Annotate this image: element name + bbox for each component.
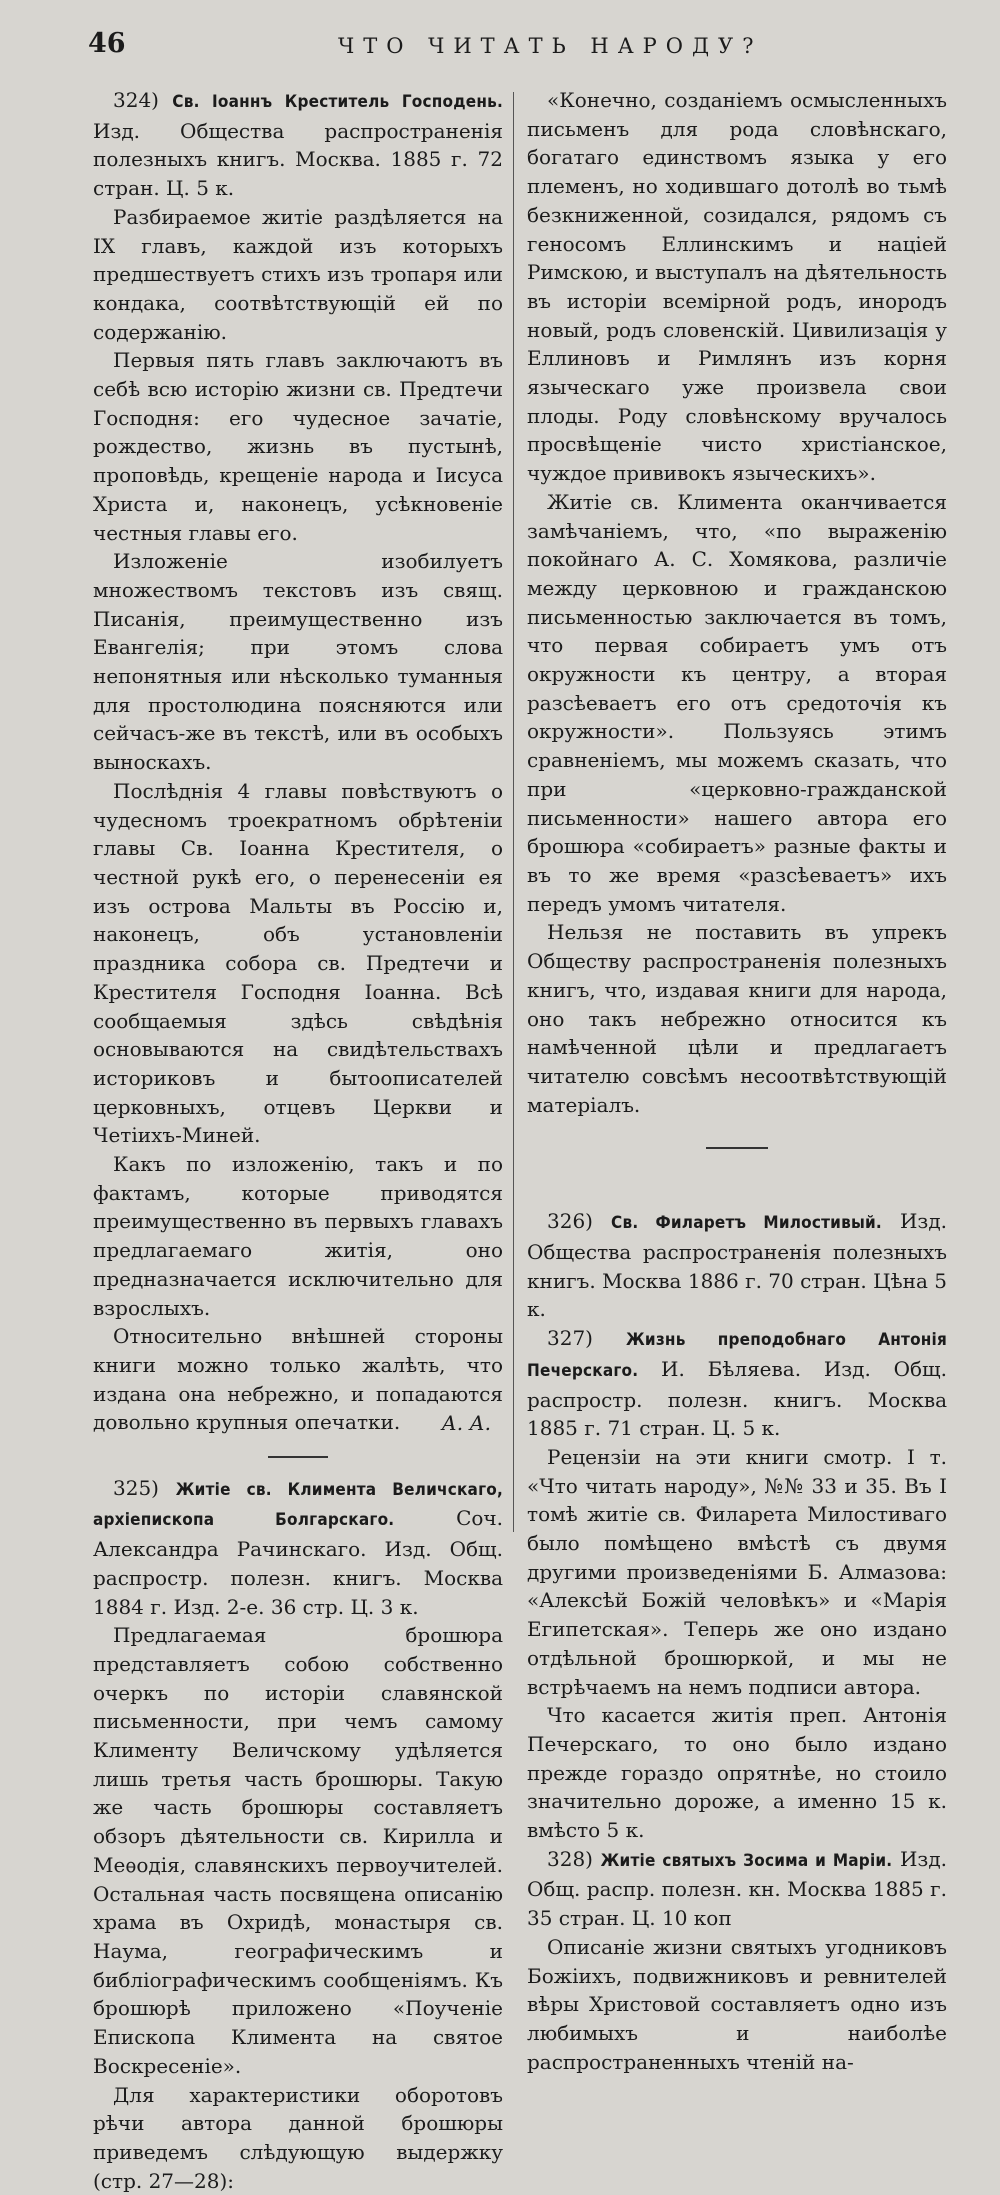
entry-number: 328) [547,1846,593,1871]
entry-publication: Изд. Общества распространенія полезныхъ книгъ. Москва 1886 г. 70 стран. Цѣна 5 к. [527,1209,947,1322]
paragraph: Нельзя не поставить въ упрекъ Обществу распространенія полезныхъ книгъ, что, издавая книги для народа, оно такъ небрежно относится къ намѣченной цѣли и предлагаетъ читателю совсѣмъ несоотвѣтствующій матеріалъ. [527,920,947,1117]
entry-number: 324) [113,88,159,112]
paragraph: Что касается житія преп. Антонія Печерскаго, то оно было издано прежде гораздо опрятнѣе, но стоило значительно дороже, а именно 15 к. вмѣсто 5 к. [527,1703,947,1843]
page-header [88,26,960,66]
paragraph: Какъ по изложенію, такъ и по фактамъ, которые приводятся преимущественно въ первыхъ главахъ предлагаемаго житія, оно предназначается исключительно для взрослыхъ. [93,1152,503,1320]
right-column [527,86,947,2076]
paragraph: Описаніе жизни святыхъ угодниковъ Божіихъ, подвижниковъ и ревнителей вѣры Христовой составляетъ одно изъ любимыхъ и наиболѣе распространенныхъ чтеній на- [527,1934,947,2074]
running-title: ЧТО ЧИТАТЬ НАРОДУ? [338,34,763,58]
entry-326-heading [527,1207,947,1324]
entry-title: Житіе св. Климента Величскаго, архіепископа Болгарскаго. [93,1479,503,1531]
reviewer-signature: А. А. [441,1411,491,1436]
entry-number: 326) [547,1209,593,1234]
left-column [93,86,503,2195]
paragraph: Послѣднія 4 главы повѣствуютъ о чудесномъ троекратномъ обрѣтеніи главы Св. Іоанна Крестителя, о честной рукѣ его, о перенесеніи ея изъ острова Мальты въ Россію и, наконецъ, объ установленіи праздника собора св. Предтечи и Крестителя Господня Іоанна. Всѣ сообщаемыя здѣсь свѣдѣнія основываются на свидѣтельствахъ историковъ и бытоописателей церковныхъ, отцевъ Церкви и Четіихъ-Миней. [93,778,503,1148]
paragraph: Предлагаемая брошюра представляетъ собою собственно очеркъ по исторіи славянской письменности, при чемъ самому Клименту Величскому удѣляется лишь третья часть брошюры. Такую же часть брошюры составляетъ обзоръ дѣятельности св. Кирилла и Меѳодія, славянскихъ первоучителей. Остальная часть посвящена описанію храма въ Охридѣ, монастыря св. Наума, географическимъ и библіографическимъ сообщеніямъ. Къ брошюрѣ приложено «Поученіе Епископа Климента на святое Воскресеніе». [93,1623,503,2078]
paragraph: Относительно внѣшней стороны книги можно только жалѣть, что издана она небрежно, и попадаются довольно крупныя опечатки. [93,1324,503,1435]
entry-number: 325) [113,1475,159,1500]
entry-publication: Изд. Общ. распр. полезн. кн. Москва 1885 г. 35 стран. Ц. 10 коп [527,1846,947,1931]
entry-number: 327) [547,1326,593,1351]
column-divider [513,92,514,1532]
paragraph: Рецензіи на эти книги смотр. I т. «Что читать народу», №№ 33 и 35. Въ I томѣ житіе св. Филарета Милостиваго было помѣщено вмѣстѣ съ двумя другими произведеніями Б. Алмазова: «Алексѣй Божій человѣкъ» и «Марія Египетская». Теперь же оно издано отдѣльной брошюркой, и мы не встрѣчаемъ на немъ подписи автора. [527,1444,947,1699]
entry-title: Житіе святыхъ Зосима и Маріи. [600,1850,893,1871]
quotation: «Конечно, созданіемъ осмысленныхъ письменъ для рода словѣнскаго, богатаго единствомъ языка у его племенъ, но ходившаго дотолѣ во тьмѣ безкниженной, созидался, рядомъ съ геносомъ Еллинскимъ и націей Римскою, и выступалъ на дѣятельность въ исторіи всемірной родъ, инородъ новый, родъ словенскій. Цивилизація у Еллиновъ и Римлянъ изъ корня языческаго уже произвела свои плоды. Роду словѣнскому вручалось просвѣщеніе чисто христіанское, чуждое прививокъ языческихъ». [527,88,947,486]
entry-324-heading [93,86,503,203]
page-number: 46 [88,28,126,59]
entry-title: Жизнь преподобнаго Антонія Печерскаго. [527,1330,948,1381]
section-rule [268,1456,328,1458]
paragraph: Житіе св. Климента оканчивается замѣчаніемъ, что, «по выраженію покойнаго А. С. Хомякова, различіе между церковною и гражданскою письменностью заключается въ томъ, что первая собираетъ умъ отъ окружности къ центру, а вторая разсѣеваетъ его отъ средоточія къ окружности». Пользуясь этимъ сравненіемъ, мы можемъ сказать, что при «церковно-гражданской письменности» нашего автора его брошюра «собираетъ» разные факты и въ то же время «разсѣеваетъ» ихъ передъ умомъ читателя. [527,489,947,916]
section-rule [706,1147,768,1149]
paragraph: Изложеніе изобилуетъ множествомъ текстовъ изъ свящ. Писанія, преимущественно изъ Евангелія; при этомъ слова непонятныя или нѣсколько туманныя для простолюдина поясняются или сейчасъ-же въ текстѣ, или въ особыхъ выноскахъ. [93,549,503,775]
entry-publication: И. Бѣляева. Изд. Общ. распростр. полезн. книгъ. Москва 1885 г. 71 стран. Ц. 5 к. [527,1356,947,1441]
entry-title: Св. Іоаннъ Креститель Господень. [172,92,503,112]
entry-publication: Соч. Александра Рачинскаго. Изд. Общ. распростр. полезн. книгъ. Москва 1884 г. Изд. 2-е. 36 стр. Ц. 3 к. [93,1506,503,1619]
entry-327-heading [527,1324,947,1443]
entry-title: Св. Филаретъ Милостивый. [611,1213,882,1234]
entry-publication: Изд. Общества распространенія полезныхъ книгъ. Москва. 1885 г. 72 стран. Ц. 5 к. [93,118,503,201]
paragraph: Разбираемое житіе раздѣляется на IX главъ, каждой изъ которыхъ предшествуетъ стихъ изъ тропаря или кондака, соотвѣтствующій ей по содержанію. [93,204,503,344]
entry-328-heading [527,1845,947,1933]
paragraph: Для характеристики оборотовъ рѣчи автора данной брошюры приведемъ слѣдующую выдержку (стр. 27—28): [93,2082,503,2193]
entry-325-heading [93,1474,503,1622]
paragraph: Первыя пять главъ заключаютъ въ себѣ всю исторію жизни св. Предтечи Господня: его чудесное зачатіе, рождество, жизнь въ пустынѣ, проповѣдь, крещеніе народа и Іисуса Христа и, наконецъ, усѣкновеніе честныя главы его. [93,348,503,545]
